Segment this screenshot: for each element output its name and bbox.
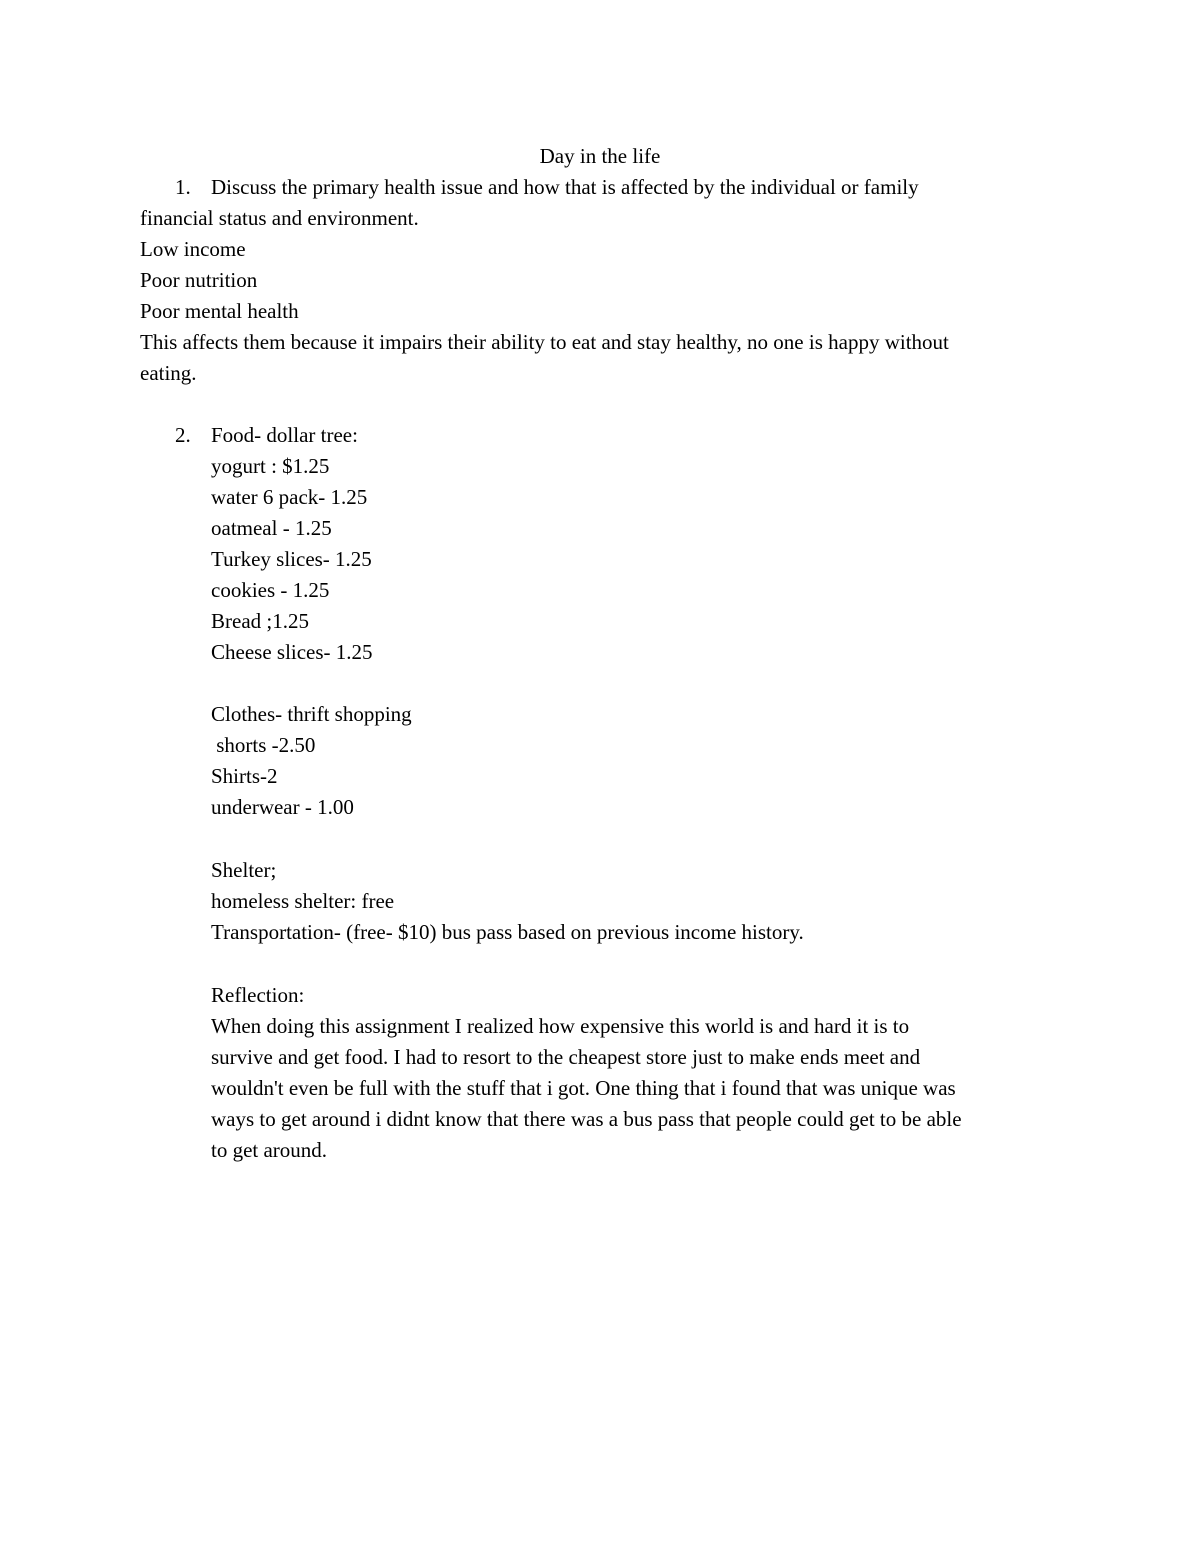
reflection-line: wouldn't even be full with the stuff that i got. One thing that i found that was unique was — [211, 1076, 956, 1100]
food-item: Turkey slices- 1.25 — [211, 547, 372, 571]
q1-prompt-line1: Discuss the primary health issue and how that is affected by the individual or family — [211, 175, 919, 199]
q1-issue-2: Poor nutrition — [140, 268, 258, 292]
shelter-item: homeless shelter: free — [211, 889, 395, 913]
food-heading: Food- dollar tree: — [211, 423, 358, 447]
q1-issue-3: Poor mental health — [140, 299, 299, 323]
reflection-line: to get around. — [211, 1138, 328, 1162]
q1-answer-line2: eating. — [140, 361, 197, 385]
food-item: cookies - 1.25 — [211, 578, 330, 602]
q2-number: 2. — [175, 423, 191, 447]
q1-issue-1: Low income — [140, 237, 246, 261]
q1-prompt-line2: financial status and environment. — [140, 206, 419, 230]
clothes-item: shorts -2.50 — [211, 733, 316, 757]
reflection-line: survive and get food. I had to resort to the cheapest store just to make ends meet and — [211, 1045, 921, 1069]
transportation-item: Transportation- (free- $10) bus pass based on previous income history. — [211, 920, 804, 944]
q1-answer-line1: This affects them because it impairs their ability to eat and stay healthy, no one is happy without — [140, 330, 949, 354]
document-title: Day in the life — [539, 144, 661, 168]
reflection-heading: Reflection: — [211, 983, 305, 1007]
food-item: Bread ;1.25 — [211, 609, 309, 633]
food-item: Cheese slices- 1.25 — [211, 640, 373, 664]
clothes-item: underwear - 1.00 — [211, 795, 354, 819]
reflection-line: ways to get around i didnt know that there was a bus pass that people could get to be able — [211, 1107, 962, 1131]
shelter-heading: Shelter; — [211, 858, 277, 882]
food-item: yogurt : $1.25 — [211, 454, 330, 478]
clothes-heading: Clothes- thrift shopping — [211, 702, 412, 726]
reflection-line: When doing this assignment I realized how expensive this world is and hard it is to — [211, 1014, 910, 1038]
clothes-item: Shirts-2 — [211, 764, 278, 788]
food-item: water 6 pack- 1.25 — [211, 485, 368, 509]
q1-number: 1. — [175, 175, 191, 199]
food-item: oatmeal - 1.25 — [211, 516, 332, 540]
